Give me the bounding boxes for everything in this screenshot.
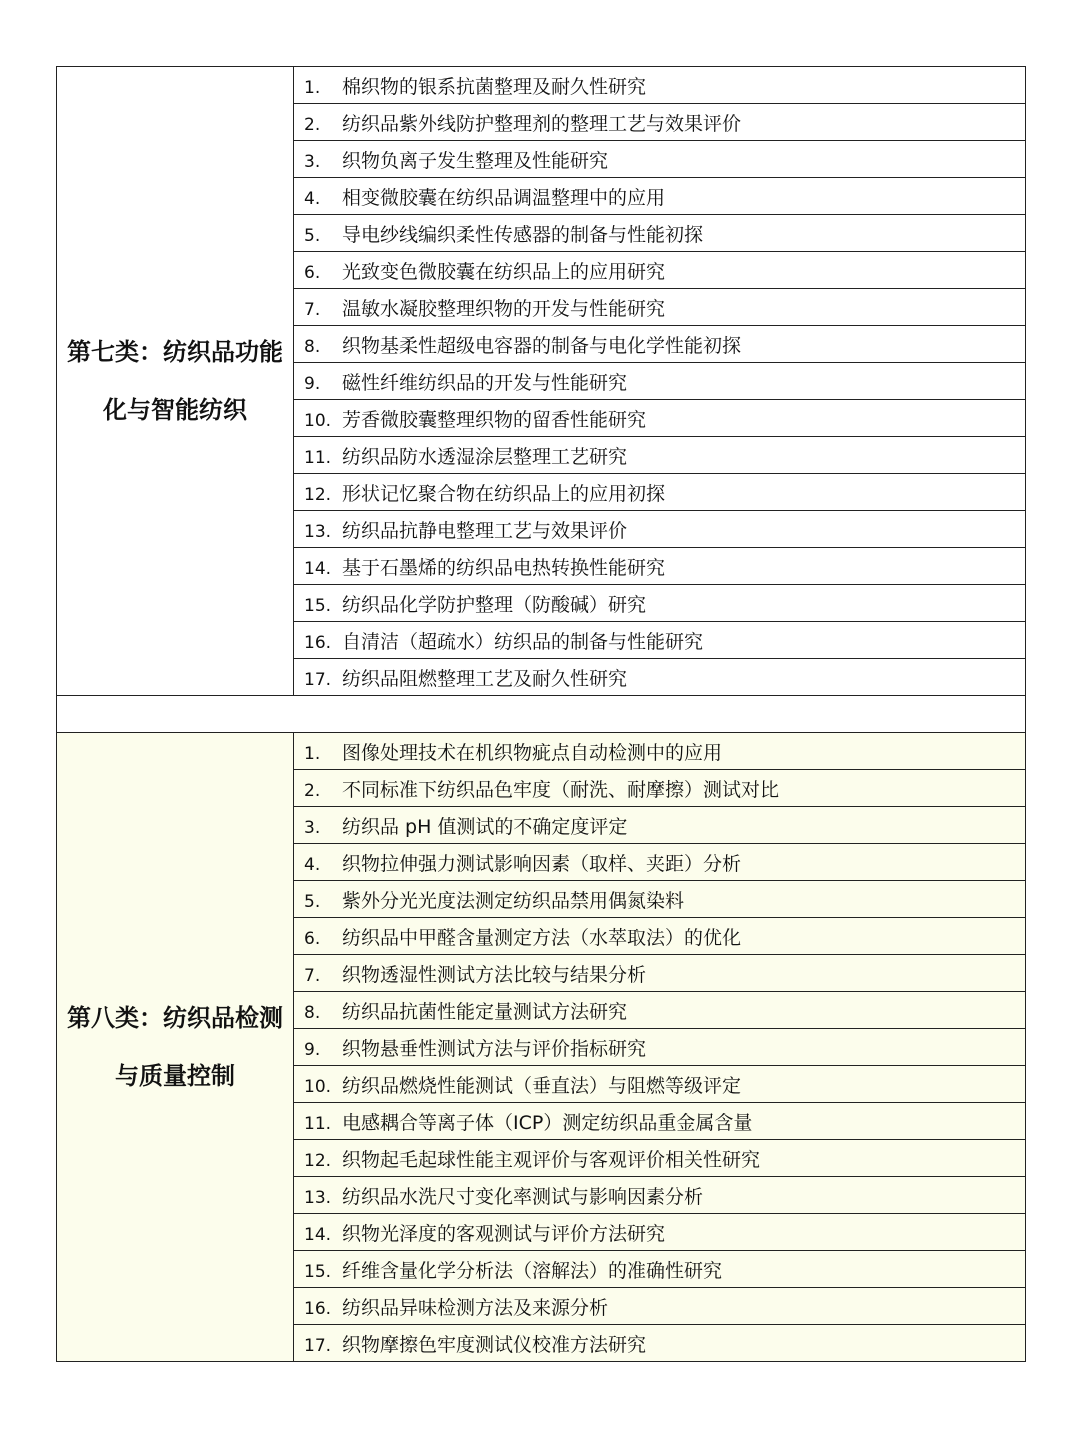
table-row <box>57 733 1026 770</box>
topic-number: 14. <box>304 1224 332 1245</box>
topic-number: 5. <box>304 891 321 912</box>
topic-text: 棉织物的银系抗菌整理及耐久性研究 <box>342 75 647 98</box>
topic-number: 14. <box>304 558 332 579</box>
topic-text: 形状记忆聚合物在纺织品上的应用初探 <box>342 482 666 505</box>
table-row <box>57 67 1026 104</box>
topic-number: 2. <box>304 114 321 135</box>
topic-number: 11. <box>304 1113 332 1134</box>
category-title <box>57 733 294 1362</box>
topic-cell <box>294 67 1026 104</box>
topic-cell <box>294 881 1026 918</box>
topic-number: 13. <box>304 521 332 542</box>
topic-cell <box>294 955 1026 992</box>
topic-number: 17. <box>304 1335 332 1356</box>
topic-cell <box>294 807 1026 844</box>
topic-number: 5. <box>304 225 321 246</box>
topic-cell <box>294 1066 1026 1103</box>
topic-cell <box>294 215 1026 252</box>
topic-number: 4. <box>304 854 321 875</box>
topic-text: 纺织品防水透湿涂层整理工艺研究 <box>342 445 628 468</box>
topic-text: 芳香微胶囊整理织物的留香性能研究 <box>342 408 647 431</box>
topic-cell <box>294 844 1026 881</box>
topic-number: 1. <box>304 743 321 764</box>
topic-number: 7. <box>304 965 321 986</box>
topic-cell <box>294 918 1026 955</box>
topic-cell <box>294 178 1026 215</box>
topic-text: 光致变色微胶囊在纺织品上的应用研究 <box>342 260 666 283</box>
topic-cell <box>294 622 1026 659</box>
spacer-row <box>57 696 1026 733</box>
topic-text: 导电纱线编织柔性传感器的制备与性能初探 <box>342 223 704 246</box>
topic-text: 织物悬垂性测试方法与评价指标研究 <box>342 1037 647 1060</box>
topic-number: 8. <box>304 1002 321 1023</box>
topic-text: 织物起毛起球性能主观评价与客观评价相关性研究 <box>342 1148 761 1171</box>
topic-number: 12. <box>304 1150 332 1171</box>
topic-text: 织物透湿性测试方法比较与结果分析 <box>342 963 647 986</box>
topic-number: 4. <box>304 188 321 209</box>
topic-text: 紫外分光光度法测定纺织品禁用偶氮染料 <box>342 889 685 912</box>
topic-cell <box>294 733 1026 770</box>
topic-text: 纺织品阻燃整理工艺及耐久性研究 <box>342 667 628 690</box>
topic-cell <box>294 992 1026 1029</box>
topic-text: 相变微胶囊在纺织品调温整理中的应用 <box>342 186 666 209</box>
topic-number: 16. <box>304 1298 332 1319</box>
topic-text: 纺织品紫外线防护整理剂的整理工艺与效果评价 <box>342 112 742 135</box>
topic-cell <box>294 400 1026 437</box>
topic-cell <box>294 252 1026 289</box>
topic-cell <box>294 363 1026 400</box>
topic-cell <box>294 437 1026 474</box>
topic-cell <box>294 770 1026 807</box>
topic-text: 电感耦合等离子体（ICP）测定纺织品重金属含量 <box>342 1111 753 1134</box>
topic-number: 8. <box>304 336 321 357</box>
topic-text: 纺织品抗静电整理工艺与效果评价 <box>342 519 628 542</box>
topic-number: 12. <box>304 484 332 505</box>
topic-number: 9. <box>304 373 321 394</box>
topic-cell <box>294 1251 1026 1288</box>
topic-text: 不同标准下纺织品色牢度（耐洗、耐摩擦）测试对比 <box>342 778 780 801</box>
topic-number: 10. <box>304 410 332 431</box>
topic-text: 自清洁（超疏水）纺织品的制备与性能研究 <box>342 630 704 653</box>
topic-text: 织物基柔性超级电容器的制备与电化学性能初探 <box>342 334 742 357</box>
topic-text: 纺织品化学防护整理（防酸碱）研究 <box>342 593 647 616</box>
topic-number: 10. <box>304 1076 332 1097</box>
topic-text: 纺织品抗菌性能定量测试方法研究 <box>342 1000 628 1023</box>
topic-text: 纺织品燃烧性能测试（垂直法）与阻燃等级评定 <box>342 1074 742 1097</box>
topic-number: 6. <box>304 262 321 283</box>
topic-cell <box>294 474 1026 511</box>
topic-cell <box>294 1325 1026 1362</box>
topic-cell <box>294 1029 1026 1066</box>
topic-number: 6. <box>304 928 321 949</box>
topic-cell <box>294 1140 1026 1177</box>
topic-cell <box>294 1288 1026 1325</box>
topic-number: 16. <box>304 632 332 653</box>
topic-number: 15. <box>304 595 332 616</box>
topic-number: 15. <box>304 1261 332 1282</box>
spacer-cell <box>57 696 1026 733</box>
topic-cell <box>294 326 1026 363</box>
topic-number: 3. <box>304 151 321 172</box>
topic-cell <box>294 511 1026 548</box>
category-title-line: 与质量控制 <box>115 1062 235 1090</box>
topic-cell <box>294 548 1026 585</box>
topic-text: 图像处理技术在机织物疵点自动检测中的应用 <box>342 741 723 764</box>
topic-number: 13. <box>304 1187 332 1208</box>
topics-table-body <box>57 67 1026 1362</box>
topic-text: 温敏水凝胶整理织物的开发与性能研究 <box>342 297 666 320</box>
topic-text: 磁性纤维纺织品的开发与性能研究 <box>342 371 628 394</box>
topic-number: 2. <box>304 780 321 801</box>
category-title <box>57 67 294 696</box>
category-title-line: 第八类：纺织品检测 <box>67 1004 283 1032</box>
topic-cell <box>294 659 1026 696</box>
topic-cell <box>294 1177 1026 1214</box>
topic-number: 17. <box>304 669 332 690</box>
topics-table <box>56 66 1026 1362</box>
topic-text: 纺织品 pH 值测试的不确定度评定 <box>342 815 628 838</box>
topic-text: 织物光泽度的客观测试与评价方法研究 <box>342 1222 666 1245</box>
category-title-line: 化与智能纺织 <box>103 396 247 424</box>
topic-cell <box>294 289 1026 326</box>
topic-number: 1. <box>304 77 321 98</box>
topic-text: 纺织品异味检测方法及来源分析 <box>342 1296 609 1319</box>
topic-number: 9. <box>304 1039 321 1060</box>
topic-text: 织物拉伸强力测试影响因素（取样、夹距）分析 <box>342 852 742 875</box>
topic-text: 纺织品水洗尺寸变化率测试与影响因素分析 <box>342 1185 704 1208</box>
topic-cell <box>294 1214 1026 1251</box>
topic-text: 纤维含量化学分析法（溶解法）的准确性研究 <box>342 1259 723 1282</box>
topic-number: 11. <box>304 447 332 468</box>
topic-cell <box>294 141 1026 178</box>
topic-cell <box>294 585 1026 622</box>
topic-text: 纺织品中甲醛含量测定方法（水萃取法）的优化 <box>342 926 742 949</box>
category-title-line: 第七类：纺织品功能 <box>67 338 283 366</box>
topic-number: 7. <box>304 299 321 320</box>
topic-text: 织物摩擦色牢度测试仪校准方法研究 <box>342 1333 647 1356</box>
topic-cell <box>294 104 1026 141</box>
topic-number: 3. <box>304 817 321 838</box>
topic-text: 织物负离子发生整理及性能研究 <box>342 149 609 172</box>
topic-text: 基于石墨烯的纺织品电热转换性能研究 <box>342 556 666 579</box>
topic-cell <box>294 1103 1026 1140</box>
